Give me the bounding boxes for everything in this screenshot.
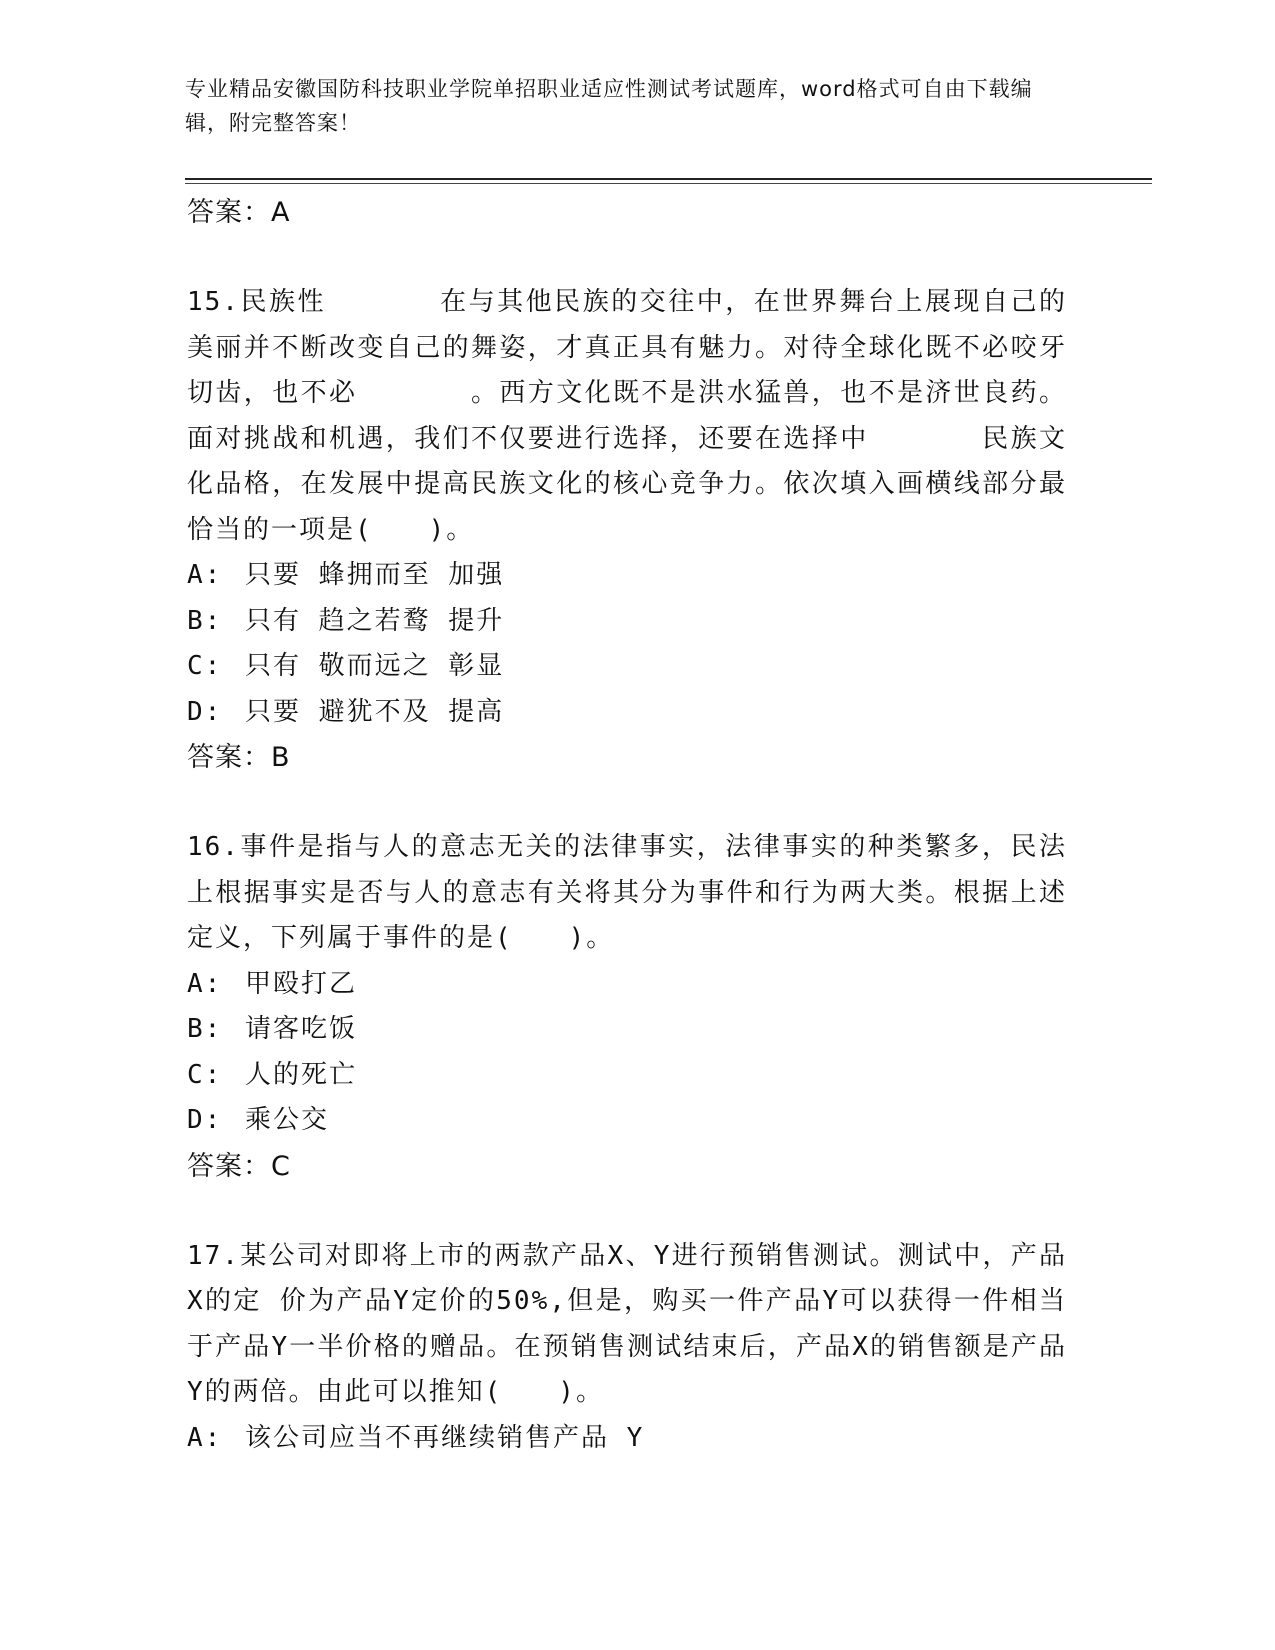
option-b (187, 1007, 1087, 1053)
option-text: 只要 避犹不及 提高 (245, 696, 505, 727)
option-a (187, 553, 1087, 599)
option-letter: D: (187, 1105, 223, 1135)
spacer (187, 1190, 1087, 1234)
option-a (187, 962, 1087, 1008)
document-body (187, 190, 1087, 1461)
spacer (187, 781, 1087, 825)
option-c (187, 644, 1087, 690)
option-letter: A: (187, 560, 223, 590)
option-letter: C: (187, 651, 223, 681)
option-letter: C: (187, 1059, 223, 1090)
option-text: 只有 敬而远之 彰显 (245, 651, 505, 681)
option-a (187, 1416, 1087, 1462)
header-text: 专业精品安徽国防科技职业学院单招职业适应性测试考试题库，word格式可自由下载编辑，附完整答案！ (185, 77, 1033, 135)
option-letter: B: (187, 1014, 223, 1044)
question-17 (187, 1234, 1087, 1462)
answer-line: 答案：B (187, 742, 291, 773)
option-letter: D: (187, 696, 223, 727)
option-letter: A: (187, 968, 223, 999)
page-header (185, 72, 1065, 140)
option-text: 甲殴打乙 (245, 968, 358, 999)
option-c (187, 1053, 1087, 1099)
answer-line: 答案：C (187, 1150, 291, 1182)
option-text: 乘公交 (245, 1105, 330, 1135)
option-text: 人的死亡 (245, 1059, 358, 1090)
question-text: 17.某公司对即将上市的两款产品X、Y进行预销售测试。测试中，产品X的定 价为产品Y定价的50%,但是，购买一件产品Y可以获得一件相当于产品Y一半价格的赠品。在预销售测试结束后，产品X的销售额是产品Y的两倍。由此可以推知( )。 (187, 1240, 1067, 1407)
option-letter: B: (187, 605, 223, 636)
option-text: 只有 趋之若鹜 提升 (245, 605, 505, 636)
option-text: 只要 蜂拥而至 加强 (245, 560, 505, 590)
option-d (187, 690, 1087, 736)
question-16 (187, 825, 1087, 1190)
question-text: 16.事件是指与人的意志无关的法律事实，法律事实的种类繁多，民法上根据事实是否与人的意志有关将其分为事件和行为两大类。根据上述定义，下列属于事件的是( )。 (187, 832, 1067, 953)
option-d (187, 1098, 1087, 1144)
option-b (187, 599, 1087, 645)
question-15 (187, 280, 1087, 781)
spacer (187, 236, 1087, 280)
option-text: 请客吃饭 (245, 1014, 358, 1044)
option-text: 该公司应当不再继续销售产品 Y (245, 1422, 645, 1453)
question-text: 15.民族性 在与其他民族的交往中，在世界舞台上展现自己的美丽并不断改变自己的舞姿，才真正具有魅力。对待全球化既不必咬牙切齿，也不必 。西方文化既不是洪水猛兽，也不是济世良药。面对挑战和机遇，我们不仅要进行选择，还要在选择中 民族文化品格，在发展中提高民族文化的核心竞争力。依次填入画横线部分最恰当的一项是( )。 (187, 287, 1067, 545)
header-rule-thick (185, 178, 1152, 180)
option-letter: A: (187, 1422, 223, 1453)
answer-line: 答案：A (187, 197, 291, 228)
header-rule-thin (185, 183, 1152, 184)
